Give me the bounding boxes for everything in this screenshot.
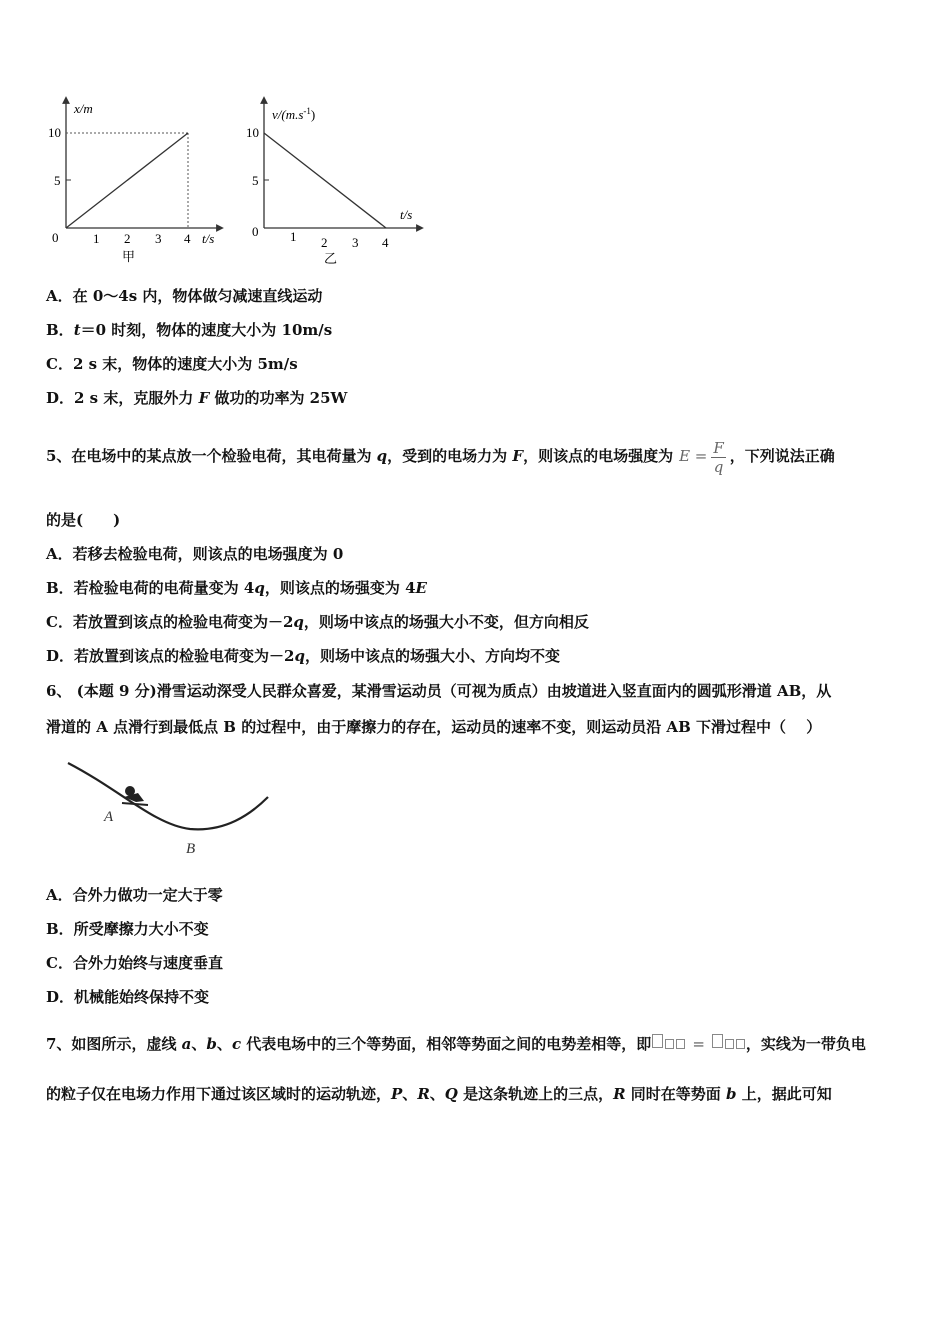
x-axis-label: t/s	[202, 231, 215, 246]
q5-stem-line2: 的是( )	[46, 511, 121, 529]
x-tick-4: 4	[382, 235, 389, 250]
x-axis-label: t/s	[400, 207, 413, 222]
x-tick-2: 2	[321, 235, 328, 250]
graph-jia	[40, 95, 230, 270]
y-axis-label: x/m	[74, 101, 93, 116]
q4-option-b: B．t＝0 时刻，物体的速度大小为 10m/s	[46, 321, 333, 339]
q6-option-a: A．合外力做功一定大于零	[46, 886, 223, 904]
skier-icon	[122, 786, 148, 805]
formula-lhs: E =	[679, 447, 708, 465]
x-tick-3: 3	[155, 231, 162, 246]
q6-stem-line2: 滑道的 A 点滑行到最低点 B 的过程中，由于摩擦力的存在，运动员的速率不变，则运动员沿 AB 下滑过程中（ ）	[46, 718, 822, 736]
y-tick-10: 10	[246, 125, 259, 140]
q5-option-b: B．若检验电荷的电荷量变为 4q，则该点的场强变为 4E	[46, 579, 427, 597]
potential-symbol-2	[711, 1035, 746, 1053]
y-tick-5: 5	[54, 173, 61, 188]
q5-option-c: C．若放置到该点的检验电荷变为－2q，则场中该点的场强大小不变，但方向相反	[46, 613, 589, 631]
caption: 乙	[324, 251, 338, 266]
data-line	[264, 133, 386, 228]
q4-option-a: A．在 0～4s 内，物体做匀减速直线运动	[46, 287, 323, 305]
q5-option-a: A．若移去检验电荷，则该点的电场强度为 0	[46, 545, 344, 563]
q4-option-d: D．2 s 末，克服外力 F 做功的功率为 25W	[46, 389, 348, 407]
origin-label: 0	[252, 224, 259, 239]
x-tick-1: 1	[93, 231, 100, 246]
formula-fraction: $\frac{F}{q}$	[713, 438, 724, 476]
ski-track-figure	[60, 755, 280, 865]
q7-stem-line2: 的粒子仅在电场力作用下通过该区域时的运动轨迹，P、R、Q 是这条轨迹上的三点，R 同时在等势面 b 上，据此可知	[46, 1085, 832, 1103]
point-a-label: A	[104, 809, 114, 825]
y-axis-label: $v/(m.s^{-1})$	[272, 106, 316, 122]
x-tick-1: 1	[290, 229, 297, 244]
q5-stem-line1: 5、在电场中的某点放一个检验电荷，其电荷量为 q，受到的电场力为 F，则该点的电场强度为 E = $\frac{F}{q}$ ，下列说法正确	[46, 438, 835, 476]
q7-stem-line1: 7、如图所示，虚线 a、b、c 代表电场中的三个等势面，相邻等势面之间的电势差相等，即 = ，实线为一带负电	[46, 1035, 866, 1053]
origin-label: 0	[52, 230, 59, 245]
q4-option-c: C．2 s 末，物体的速度大小为 5m/s	[46, 355, 298, 373]
y-tick-10: 10	[48, 125, 61, 140]
arc-track	[68, 763, 268, 829]
q5-option-d: D．若放置到该点的检验电荷变为－2q，则场中该点的场强大小、方向均不变	[46, 647, 560, 665]
q6-stem-line1: 6、 (本题 9 分)滑雪运动深受人民群众喜爱，某滑雪运动员（可视为质点）由坡道进入竖直面内的圆弧形滑道 AB，从	[46, 682, 832, 700]
q6-option-d: D．机械能始终保持不变	[46, 988, 210, 1006]
q6-option-c: C．合外力始终与速度垂直	[46, 954, 223, 972]
x-tick-2: 2	[124, 231, 131, 246]
y-tick-5: 5	[252, 173, 259, 188]
q6-option-b: B．所受摩擦力大小不变	[46, 920, 209, 938]
data-line	[66, 133, 188, 228]
caption: 甲	[122, 249, 136, 264]
point-b-label: B	[186, 841, 196, 857]
x-tick-3: 3	[352, 235, 359, 250]
x-tick-4: 4	[184, 231, 191, 246]
potential-symbol-1	[651, 1035, 686, 1053]
graph-yi	[238, 95, 428, 270]
